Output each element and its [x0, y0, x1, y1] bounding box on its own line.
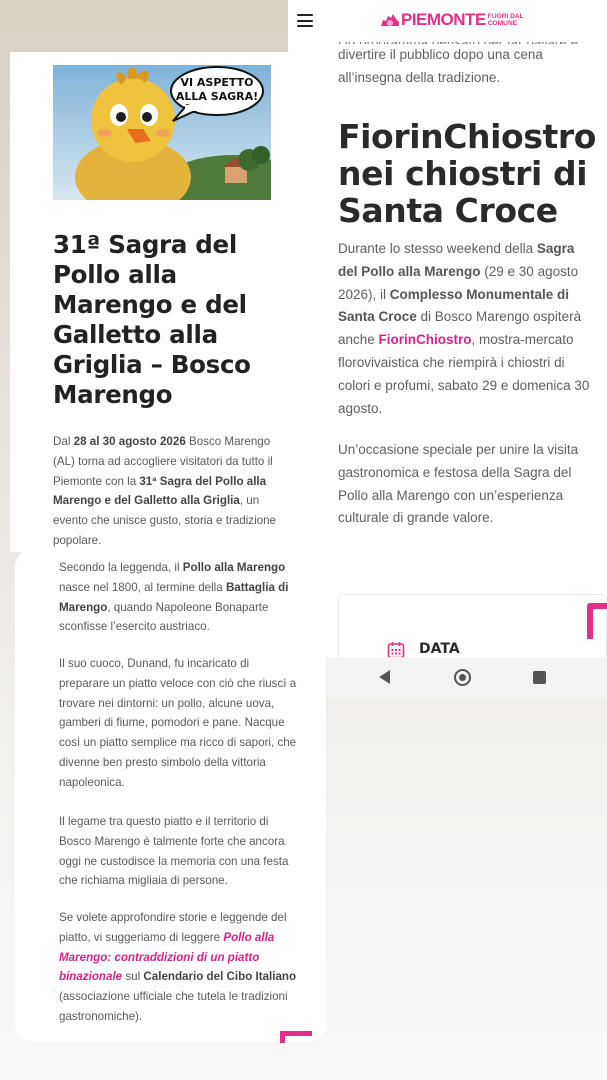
- paragraph-cook: Il suo cuoco, Dunand, fu incaricato di preparare un piatto veloce con ciò che riuscì a trovare nei dintorni: un pollo, alcune uova, gamberi di fiume, pomodori e pane. Nacque così un piatto semplice ma ricco di sapori, che divenne ben presto simbolo della vittoria napoleonica.: [59, 657, 297, 789]
- article-title: 31ª Sagra del Pollo alla Marengo e del Galletto alla Griglia – Bosco Marengo: [53, 230, 251, 409]
- paragraph-intro: Dal 28 al 30 agosto 2026 Bosco Marengo (AL) torna ad accogliere visitatori da tutto il Piemonte con la 31ª Sagra del Pollo alla Marengo e del Galletto alla Griglia, un evento che unisce gusto, storia e tradizione popolare.: [53, 435, 276, 547]
- paragraph-occasione: Un’occasione speciale per unire la visita gastronomica e festosa della Sagra del Pollo alla Marengo con un’esperienza culturale di grande valore.: [338, 442, 579, 526]
- back-icon[interactable]: [379, 670, 390, 684]
- home-icon[interactable]: [454, 669, 471, 686]
- intro-text: divertire il pubblico dopo una cena all’insegna della tradizione.: [338, 47, 543, 85]
- article-card-left: [10, 52, 304, 552]
- article-panel-right: [288, 0, 607, 660]
- article-card-left-continued: [15, 549, 326, 1042]
- svg-text:VI ASPETTO: VI ASPETTO: [180, 76, 254, 89]
- date-label: DATA: [419, 641, 460, 657]
- logo-subtext: FUORI DAL COMUNE: [487, 13, 524, 27]
- svg-text:ALLA SAGRA!: ALLA SAGRA!: [175, 90, 259, 103]
- paragraph-further-reading: Se volete approfondire storie e leggende del piatto, vi suggeriamo di leggere Pollo alla Marengo: contraddizioni di un piatto binazionale sul Calendario del Cibo Italiano (associazione ufficiale che tutela le tradizioni gastronomiche).: [59, 911, 297, 1023]
- hero-image-chick: [53, 65, 271, 200]
- logo-text: PIEMONTE: [401, 10, 486, 29]
- decorative-corner: [587, 603, 607, 639]
- fiorinchiostro-link[interactable]: FiorinChiostro: [378, 332, 472, 348]
- paragraph-fiorinchiostro: Durante lo stesso weekend della Sagra del Pollo alla Marengo (29 e 30 agosto 2026), il Complesso Monumentale di Santa Croce di Bosco Marengo ospiterà anche FiorinChiostro, mostra-mercato florovivaistica che riempirà i chiostri di colori e profumi, sabato 29 e domenica 30 agosto.: [338, 241, 590, 416]
- paragraph-territory: Il legame tra questo piatto e il territorio di Bosco Marengo è talmente forte che ancora oggi ne custodisce la memoria con una festa che richiama migliaia di persone.: [59, 815, 289, 888]
- menu-icon[interactable]: [297, 14, 313, 27]
- logo-icon: [380, 13, 400, 27]
- paragraph-legend: Secondo la leggenda, il Pollo alla Marengo nasce nel 1800, al termine della Battaglia di Marengo, quando Napoleone Bonaparte sconfisse l’esercito austriaco.: [59, 561, 289, 634]
- article-link[interactable]: Pollo alla Marengo: contraddizioni di un piatto binazionale: [59, 930, 275, 984]
- site-logo[interactable]: [380, 10, 528, 30]
- top-bar: [288, 0, 607, 42]
- date-info-card: [338, 594, 607, 660]
- system-navigation-bar: [326, 657, 607, 697]
- recents-icon[interactable]: [533, 671, 546, 684]
- section-title: FiorinChiostro nei chiostri di Santa Croce: [338, 117, 597, 230]
- decorative-corner: [280, 1031, 312, 1043]
